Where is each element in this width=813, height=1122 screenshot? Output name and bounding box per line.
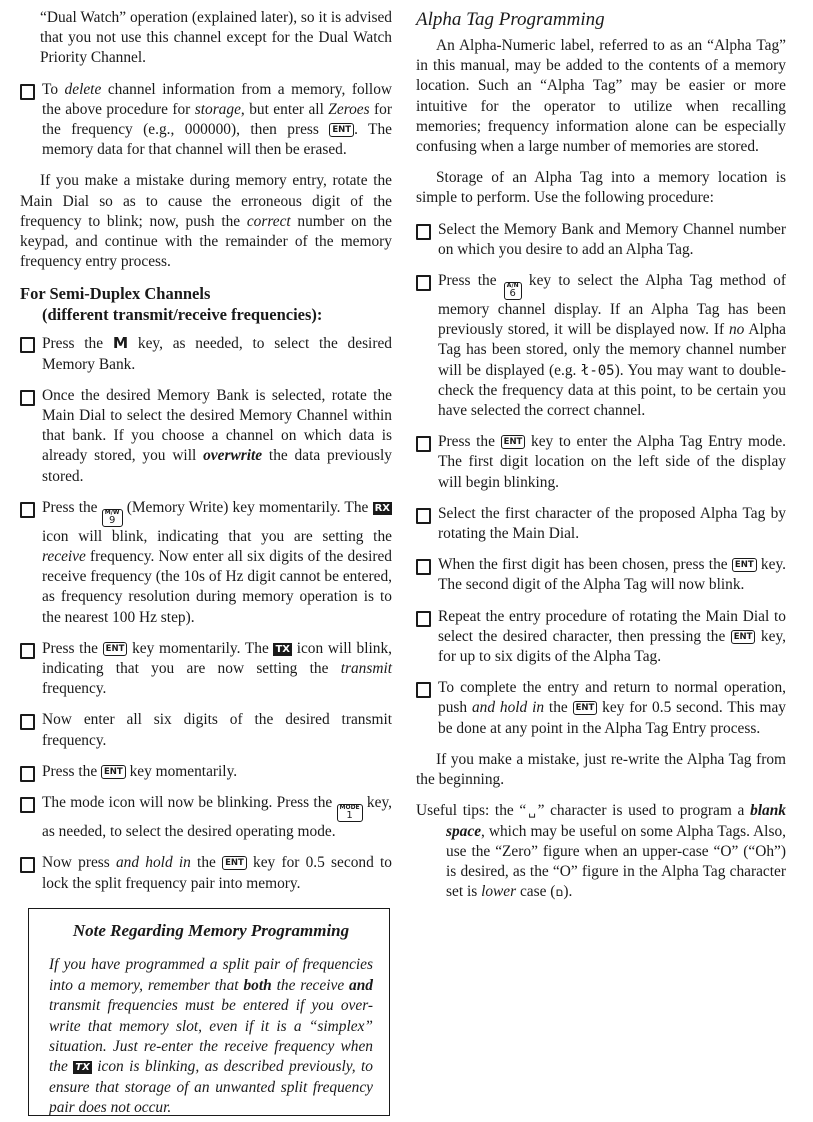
- checkbox-bullet-icon: [416, 508, 431, 524]
- bullet-item: Press the M key, as needed, to select the desired Memory Bank.: [20, 333, 392, 374]
- bullet-item: To complete the entry and return to normal operation, push and hold in the ENT key for 0.5 second. This may be done at any point in the Alpha Tag Entry process.: [416, 678, 786, 739]
- tx-icon: TX: [75, 1062, 90, 1074]
- rx-icon: RX: [374, 502, 390, 514]
- paragraph: “Dual Watch” operation (explained later), so it is advised that you not use this channel except for the Dual Watch Priority Channel.: [40, 9, 392, 67]
- bullet-item: Press the ENT key momentarily.: [20, 762, 392, 782]
- paragraph: If you make a mistake during memory entry, rotate the Main Dial so as to cause the erroneous digit of the frequency to blink; now, push the correct number on the keypad, and continue with the remainder of the memory frequency entry process.: [20, 172, 392, 271]
- ent-key-icon: ENT: [222, 856, 247, 870]
- checkbox-bullet-icon: [20, 714, 35, 730]
- note-title: Note Regarding Memory Programming: [72, 921, 350, 940]
- bullet-item: Select the Memory Bank and Memory Channel number on which you desire to add an Alpha Tag.: [416, 220, 786, 260]
- right-column: [416, 8, 786, 902]
- checkbox-bullet-icon: [20, 643, 35, 659]
- note-box: [28, 908, 390, 1116]
- left-column: [20, 8, 392, 905]
- ent-key-icon: ENT: [329, 123, 354, 137]
- ent-key-icon: ENT: [731, 630, 756, 644]
- mode-key-icon: MODE 1: [337, 804, 363, 822]
- lowercase-o-symbol: ם: [555, 885, 564, 900]
- checkbox-bullet-icon: [20, 84, 35, 100]
- bullet-item: Press the ENT key momentarily. The TX icon will blink, indicating that you are now setting the transmit frequency.: [20, 639, 392, 700]
- bullet-item: Press the A/N 6 key to select the Alpha Tag method of memory channel display. If an Alpha Tag has been previously stored, it will be displayed now. If no Alpha Tag has been stored, only the memory channel number will be displayed (e.g. ł-05). You may want to double-check the frequency data at this point, to be certain you have selected the correct channel.: [416, 271, 786, 421]
- ent-key-icon: ENT: [501, 435, 526, 449]
- bullet-item: Now enter all six digits of the desired transmit frequency.: [20, 710, 392, 750]
- memory-write-key-icon: M/W 9: [102, 509, 123, 527]
- section-heading: For Semi-Duplex Channels (different transmit/receive frequencies):: [20, 284, 323, 325]
- paragraph: An Alpha-Numeric label, referred to as an “Alpha Tag” in this manual, may be added to the contents of a memory location. Such an “Alpha Tag” may be easier or more intuitive for the operator to utilize when recalling memories; frequency information alone can be especially confusing when a large number of memories are stored.: [416, 37, 786, 156]
- alpha-numeric-key-icon: A/N 6: [504, 282, 522, 300]
- paragraph: Storage of an Alpha Tag into a memory location is simple to perform. Use the following procedure:: [416, 169, 786, 207]
- blank-space-symbol: ␣: [526, 804, 538, 819]
- bullet-item: Press the ENT key to enter the Alpha Tag Entry mode. The first digit location on the left side of the display will begin blinking.: [416, 432, 786, 493]
- checkbox-bullet-icon: [20, 797, 35, 813]
- checkbox-bullet-icon: [20, 390, 35, 406]
- note-text: If you have programmed a split pair of frequencies into a memory, remember that both the receive and transmit frequencies must be entered if you over-write that memory slot, even if it is a “simplex” situation. Just re-enter the receive frequency when the TX icon is blinking, as described previously, to ensure that storage of an unwanted split frequency pair does not occur.: [49, 956, 373, 1117]
- m-key-label: M: [112, 334, 129, 353]
- checkbox-bullet-icon: [416, 682, 431, 698]
- tx-icon: TX: [275, 643, 291, 655]
- checkbox-bullet-icon: [20, 337, 35, 353]
- ent-key-icon: ENT: [103, 642, 128, 656]
- bullet-item: Select the first character of the proposed Alpha Tag by rotating the Main Dial.: [416, 504, 786, 544]
- alpha-tag-heading: Alpha Tag Programming: [416, 9, 605, 30]
- bullet-item: Press the M/W 9 (Memory Write) key momentarily. The RX icon will blink, indicating that you are setting the receive frequency. Now enter all six digits of the desired receive frequency (the 10s of Hz digit cannot be entered, as frequency resolution during memory operation is to the nearest 100 Hz step).: [20, 498, 392, 628]
- segment-display-example: ł-05: [580, 362, 615, 379]
- bullet-item-delete: To delete channel information from a memory, follow the above procedure for storage, but enter all Zeroes for the frequency (e.g., 000000), then press ENT . The memory data for that channel will then be erased.: [20, 80, 392, 161]
- useful-tips: Useful tips: the “␣” character is used to program a blank space, which may be useful on some Alpha Tags. Also, use the “Zero” figure when an upper-case “O” (“Oh”) is desired, as the “O” figure in the Alpha Tag character set is lower case (ם).: [416, 802, 786, 901]
- checkbox-bullet-icon: [416, 224, 431, 240]
- bullet-item: Now press and hold in the ENT key for 0.5 second to lock the split frequency pair into memory.: [20, 853, 392, 893]
- checkbox-bullet-icon: [20, 766, 35, 782]
- bullet-item: The mode icon will now be blinking. Press the MODE 1 key, as needed, to select the desired operating mode.: [20, 793, 392, 842]
- bullet-item: Once the desired Memory Bank is selected, rotate the Main Dial to select the desired Memory Channel within that bank. If you choose a channel on which data is already stored, you will overwrite the data previously stored.: [20, 386, 392, 487]
- bullet-item: When the first digit has been chosen, press the ENT key. The second digit of the Alpha Tag will now blink.: [416, 555, 786, 595]
- checkbox-bullet-icon: [20, 857, 35, 873]
- ent-key-icon: ENT: [573, 701, 598, 715]
- ent-key-icon: ENT: [101, 765, 126, 779]
- checkbox-bullet-icon: [416, 275, 431, 291]
- checkbox-bullet-icon: [20, 502, 35, 518]
- checkbox-bullet-icon: [416, 611, 431, 627]
- paragraph: If you make a mistake, just re-write the Alpha Tag from the beginning.: [416, 750, 786, 789]
- bullet-item: Repeat the entry procedure of rotating the Main Dial to select the desired character, then pressing the ENT key, for up to six digits of the Alpha Tag.: [416, 607, 786, 668]
- checkbox-bullet-icon: [416, 436, 431, 452]
- ent-key-icon: ENT: [732, 558, 757, 572]
- checkbox-bullet-icon: [416, 559, 431, 575]
